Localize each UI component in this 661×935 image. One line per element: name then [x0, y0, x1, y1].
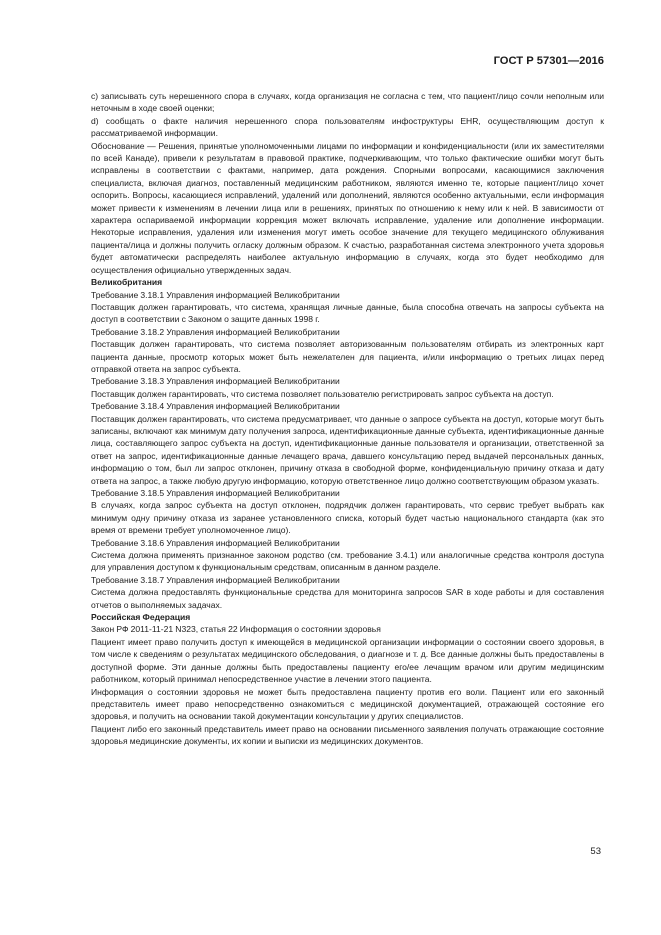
requirement-text: Поставщик должен гарантировать, что система позволяет пользователю регистрировать запрос субъекта на доступ. [91, 388, 554, 399]
requirement-text: Поставщик должен гарантировать, что система позволяет авторизованным пользователям отбирать из электронных карт пациента данные, просмотр которых может быть нежелателен для пациента, и/или информацию о третьих лицах перед отправкой ответа на запрос субъекта. [91, 339, 604, 374]
section-heading-russia: Российская Федерация [91, 612, 191, 623]
requirement-title: Требование 3.18.2 Управления информацией Великобритании [91, 326, 340, 337]
paragraph-list-item-d: d) сообщать о факте наличия нерешенного спора пользователям инфоструктуры EHR, осуществляющим доступ к рассматриваемой информации. [91, 115, 604, 139]
document-header: ГОСТ Р 57301—2016 [493, 55, 604, 67]
requirement-title: Требование 3.18.5 Управления информацией Великобритании [91, 488, 340, 498]
requirement-text: Поставщик должен гарантировать, что система, хранящая личные данные, была способна отвечать на запросы субъекта на доступ в соответствии с Законом о защите данных 1998 г. [91, 301, 604, 325]
page-number: 53 [590, 846, 601, 857]
requirement-text: Система должна применять признанное законом родство (см. требование 3.4.1) или аналогичные средства контроля доступа для управления доступом к функциональным средствам, описанным в данном разделе. [91, 550, 604, 573]
requirement-title: Требование 3.18.4 Управления информацией Великобритании [91, 401, 340, 412]
requirement-title: Требование 3.18.1 Управления информацией Великобритании [91, 289, 340, 300]
requirement-title: Требование 3.18.6 Управления информацией Великобритании [91, 537, 340, 548]
paragraph-list-item-c: с) записывать суть нерешенного спора в случаях, когда организация не согласна с тем, что пациент/лицо сочли неполным или неточным в ходе своей оценки; [91, 91, 604, 114]
law-reference: Закон РФ 2011-11-21 N323, статья 22 Информация о состоянии здоровья [91, 624, 381, 635]
requirement-title: Требование 3.18.7 Управления информацией Великобритании [91, 574, 340, 585]
document-body [91, 90, 604, 748]
requirement-title: Требование 3.18.3 Управления информацией Великобритании [91, 376, 340, 387]
requirement-text: В случаях, когда запрос субъекта на доступ отклонен, подрядчик должен гарантировать, что сервис требует выбрать как минимум одну причину отказа из заранее установленного списка, который будет частью национального стандарта (как это время от времени требует уполномоченное лицо). [91, 500, 604, 536]
law-text: Пациент имеет право получить доступ к имеющейся в медицинской организации информации о состоянии своего здоровья, в том числе к сведениям о результатах медицинского обследования, о диагнозе и т. д. Все данные должны быть предоставлены в доступной форме. Эти данные должны быть предоставлены пациенту его/ее лечащим врачом или другим медицинским работником, который принимал непосредственное участие в лечении этого пациента. [91, 636, 604, 685]
requirement-text: Поставщик должен гарантировать, что система предусматривает, что данные о запросе субъекта на доступ, которые могут быть записаны, включают как минимум дату получения запроса, идентификационные данные субъекта, идентификационные данные лица, составляющего запрос субъекта на доступ, идентификационные данные пользователя и организации, ответственной за ответ на запрос, идентификационные данные лечащего врача, давшего консультацию перед выдачей персональных данных, информацию о том, был ли запрос отклонен, причину отказа в свободной форме, конфиденциальную причину отказа и дату ответа на запрос, а также любую другую информацию, которую ответственное лицо должно соответствующим образом указать. [91, 413, 604, 486]
law-text: Информация о состоянии здоровья не может быть предоставлена пациенту против его воли. Пациент или его законный представитель имеет право непосредственно ознакомиться с медицинской документацией, отражающей состояние его здоровья, и получить на основании такой документации консультации у других специалистов. [91, 686, 604, 722]
law-text: Пациент либо его законный представитель имеет право на основании письменного заявления получать отражающие состояние здоровья медицинские документы, их копии и выписки из медицинских документов. [91, 723, 604, 747]
section-heading-uk: Великобритания [91, 277, 163, 288]
paragraph-rationale: Обоснование — Решения, принятые уполномоченными лицами по информации и конфиденциальности (или их заместителями по всей Канаде), привели к результатам в правовой практике, подчеркивающим, что только фактические ошибки могут быть исправлены в соответствии с фактами, например, дата рождения. Спорными вопросами, касающимися заключения специалиста, включая диагноз, поставленный медицинским работником, являются именно те, которые пациент/лицо хочет оспорить. Вопросы, касающиеся исправлений, удалений или дополнений, являются особенно актуальными, если информация может привести к изменениям в лечении лица или в решениях, принятых по отношению к нему или к ней. В зависимости от характера оспариваемой информации коррекция может включать исправление, удаление или дополнение информации. Некоторые исправления, удаления или изменения могут иметь особое значение для текущего медицинского облуживания пациента/лица и должны получить огласку должным образом. К счастью, разработанная система электронного учета здоровья будет автоматически распределять наиболее актуальную информацию в случаях, когда это будет необходимо для осуществления официально утвержденных задач. [91, 140, 604, 275]
requirement-text: Система должна предоставлять функциональные средства для мониторинга запросов SAR в ходе работы и для составления отчетов о выполняемых задачах. [91, 587, 604, 610]
